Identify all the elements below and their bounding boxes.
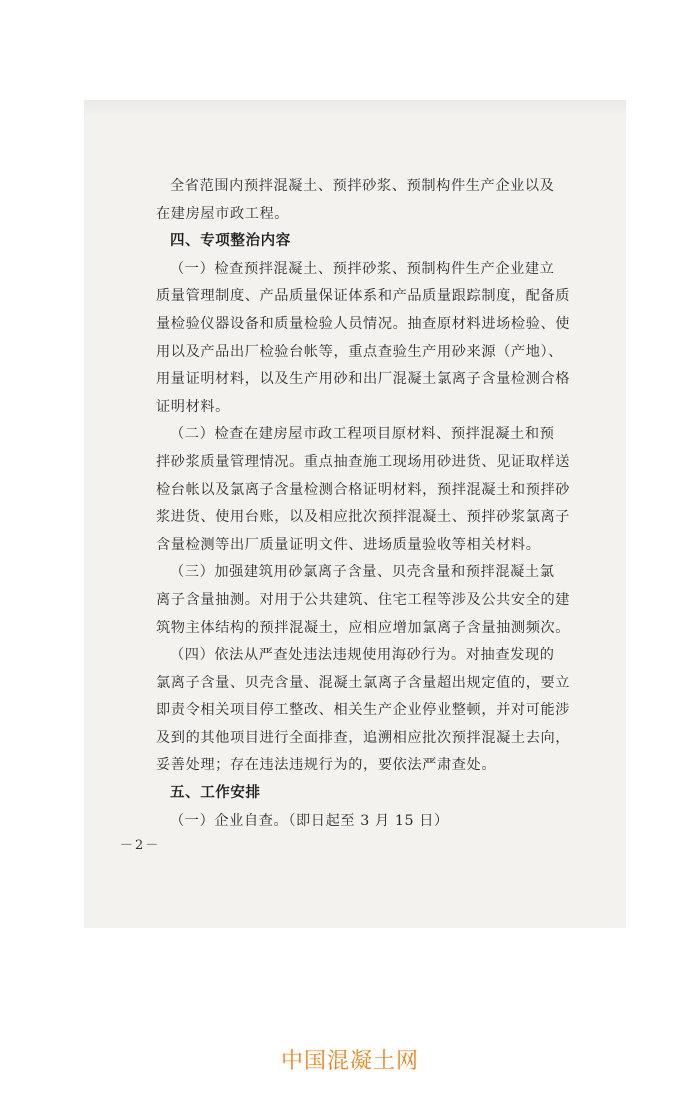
paragraph-item-1	[156, 256, 576, 422]
text-line: 质量管理制度、产品质量保证体系和产品质量跟踪制度，配备质	[156, 288, 571, 305]
text-line: （二）检查在建房屋市政工程项目原材料、预拌混凝土和预	[170, 426, 555, 443]
text-line: 量检验仪器设备和质量检验人员情况。抽查原材料进场检验、使	[156, 315, 571, 332]
section-heading-5: 五、工作安排	[170, 785, 261, 802]
paragraph-item-4	[156, 642, 576, 780]
section-heading-4: 四、专项整治内容	[170, 233, 291, 250]
text-line: 及到的其他项目进行全面排查，追溯相应批次预拌混凝土去向，	[156, 729, 571, 746]
text-line: 检台帐以及氯离子含量检测合格证明材料，预拌混凝土和预拌砂	[156, 481, 571, 498]
text-line: （三）加强建筑用砂氯离子含量、贝壳含量和预拌混凝土氯	[170, 564, 555, 581]
paragraph-item-3	[156, 559, 576, 642]
paragraph-scope	[156, 173, 576, 228]
text-line: （四）依法从严查处违法违规使用海砂行为。对抽查发现的	[170, 647, 555, 664]
text-line: 证明材料。	[156, 398, 230, 415]
text-line: 氯离子含量、贝壳含量、混凝土氯离子含量超出规定值的，要立	[156, 674, 571, 691]
text-line: 浆进货、使用台账，以及相应批次预拌混凝土、预拌砂浆氯离子	[156, 509, 571, 526]
paragraph-item-2	[156, 421, 576, 559]
text-line: 用以及产品出厂检验台帐等，重点查验生产用砂来源（产地）、	[156, 343, 563, 360]
paragraph-work-item-1	[156, 808, 576, 836]
text-line: 筑物主体结构的预拌混凝土，应相应增加氯离子含量抽测频次。	[156, 619, 571, 636]
text-line: 含量检测等出厂质量证明文件、进场质量验收等相关材料。	[156, 536, 541, 553]
text-line: 拌砂浆质量管理情况。重点抽查施工现场用砂进货、见证取样送	[156, 453, 571, 470]
document-body	[156, 173, 576, 835]
text-line: 在建房屋市政工程。	[156, 205, 290, 222]
text-line: （一）企业自查。（即日起至 3 月 15 日）	[170, 812, 449, 829]
text-line: 全省范围内预拌混凝土、预拌砂浆、预制构件生产企业以及	[170, 178, 555, 194]
document-page	[84, 100, 626, 928]
text-line: 即责令相关项目停工整改、相关生产企业停业整顿，并对可能涉	[156, 702, 571, 719]
text-line: （一）检查预拌混凝土、预拌砂浆、预制构件生产企业建立	[170, 260, 555, 277]
page-number: －2－	[120, 838, 161, 853]
text-line: 妥善处理；存在违法违规行为的，要依法严肃查处。	[156, 757, 497, 774]
site-watermark: 中国混凝土网	[280, 1049, 419, 1074]
text-line: 离子含量抽测。对用于公共建筑、住宅工程等涉及公共安全的建	[156, 591, 571, 608]
text-line: 用量证明材料，以及生产用砂和出厂混凝土氯离子含量检测合格	[156, 371, 571, 388]
